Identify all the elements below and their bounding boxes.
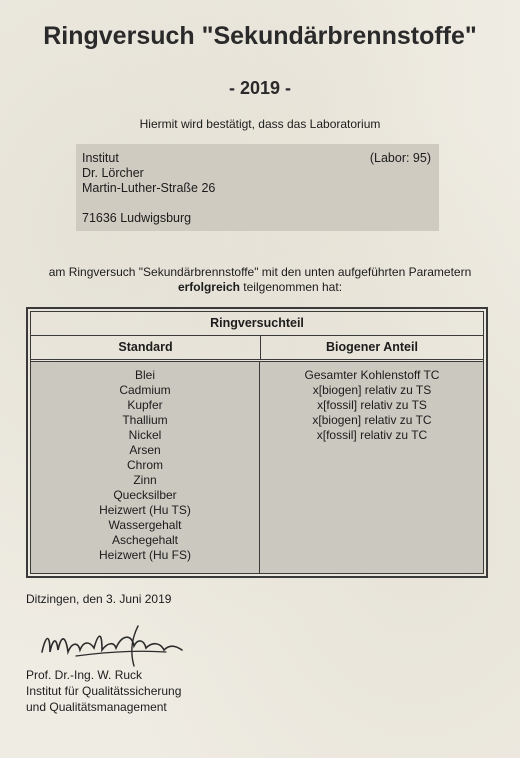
address-gap <box>82 196 215 211</box>
table-header-row <box>31 336 483 362</box>
parameter-table-inner <box>30 311 484 574</box>
biogen-parameter: Gesamter Kohlenstoff TC <box>304 368 440 382</box>
participation-bold: erfolgreich <box>177 280 240 294</box>
header-standard: Standard <box>31 336 261 359</box>
signer-name: Prof. Dr.-Ing. W. Ruck <box>26 668 143 682</box>
biogen-column <box>261 362 483 573</box>
standard-parameter: Thallium <box>122 413 168 427</box>
address-line-name: Dr. Lörcher <box>82 166 144 180</box>
table-caption: Ringversuchteil <box>31 312 483 336</box>
standard-parameter: Heizwert (Hu FS) <box>98 548 191 562</box>
standard-parameter: Zinn <box>133 473 157 487</box>
certificate-year: - 2019 - <box>228 78 292 98</box>
certificate-title: Ringversuch "Sekundärbrennstoffe" <box>43 22 477 50</box>
address-line-city: 71636 Ludwigsburg <box>82 211 192 225</box>
standard-parameter: Aschegehalt <box>111 533 179 547</box>
standard-parameter: Arsen <box>129 443 161 457</box>
date-line: Ditzingen, den 3. Juni 2019 <box>26 592 172 606</box>
address-lines <box>82 151 215 226</box>
participation-line-2 <box>0 280 520 295</box>
standard-parameter: Nickel <box>128 428 162 442</box>
participation-text <box>0 265 520 295</box>
biogen-parameter: x[fossil] relativ zu TS <box>317 398 427 412</box>
standard-parameter: Kupfer <box>127 398 163 412</box>
header-biogen: Biogener Anteil <box>326 340 418 354</box>
signer-institute-1: Institut für Qualitätssicherung <box>26 684 182 698</box>
standard-parameter: Quecksilber <box>113 488 177 502</box>
address-line-institute: Institut <box>82 151 119 165</box>
standard-parameter: Chrom <box>126 458 163 472</box>
standard-column <box>31 362 260 573</box>
standard-parameter: Blei <box>134 368 155 382</box>
intro-text: Hiermit wird bestätigt, dass das Laboratorium <box>139 117 381 131</box>
participation-rest: teilgenommen hat: <box>239 280 343 294</box>
participation-line-1: am Ringversuch "Sekundärbrennstoffe" mit den unten aufgeführten Parametern <box>48 265 472 279</box>
standard-parameter: Wassergehalt <box>108 518 182 532</box>
parameter-table <box>26 307 488 578</box>
biogen-parameter: x[fossil] relativ zu TC <box>316 428 428 442</box>
biogen-parameter: x[biogen] relativ zu TS <box>312 383 432 397</box>
labor-number: (Labor: 95) <box>369 151 431 165</box>
standard-parameter: Cadmium <box>119 383 171 397</box>
address-line-street: Martin-Luther-Straße 26 <box>82 181 216 195</box>
laboratory-address-box <box>76 144 439 231</box>
standard-parameter: Heizwert (Hu TS) <box>99 503 191 517</box>
table-body <box>31 362 483 573</box>
signer-block <box>26 667 181 715</box>
signer-institute-2: und Qualitätsmanagement <box>26 700 167 714</box>
biogen-parameter: x[biogen] relativ zu TC <box>312 413 432 427</box>
